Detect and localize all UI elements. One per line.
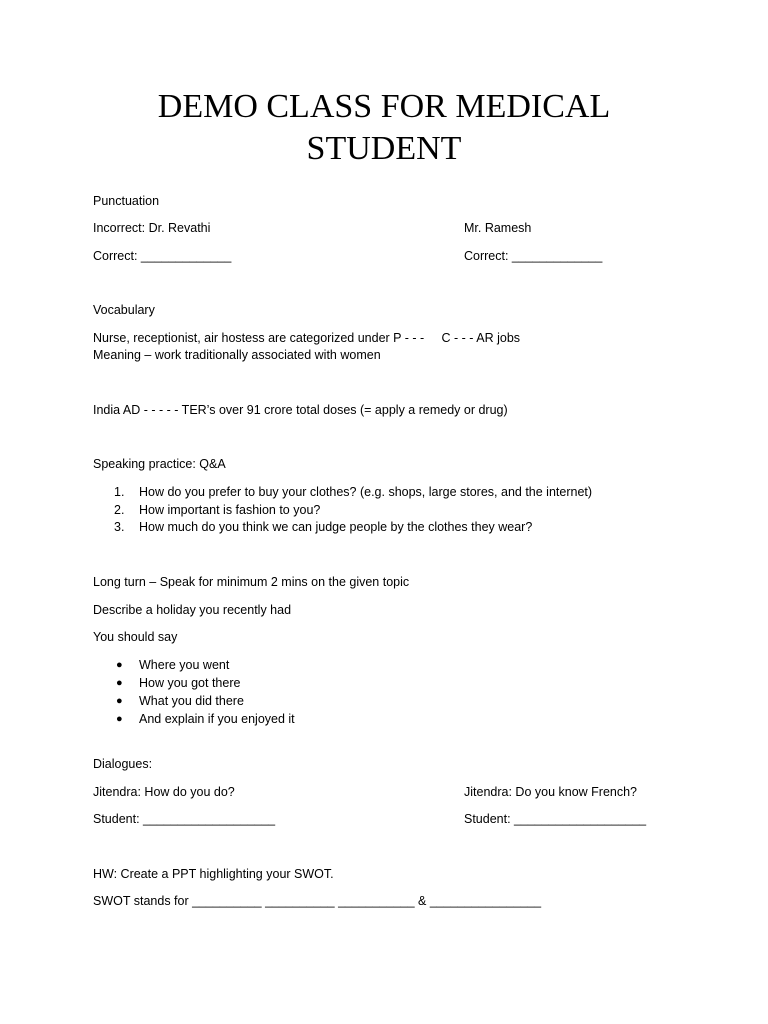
dialogue-right-prompt: Jitendra: Do you know French?	[464, 785, 638, 799]
bullet-icon: ●	[116, 659, 123, 671]
vocabulary-line-3: India AD - - - - - TER’s over 91 crore total doses (= apply a remedy or drug)	[93, 403, 508, 417]
question-text: How do you prefer to buy your clothes? (e.g. shops, large stores, and the internet)	[139, 485, 593, 499]
correct-right-blank: Correct: _____________	[464, 249, 603, 263]
dialogue-left-prompt: Jitendra: How do you do?	[93, 785, 235, 799]
dialogues-heading: Dialogues:	[93, 757, 153, 771]
long-turn-prompt: You should say	[93, 630, 178, 644]
question-text: How much do you think we can judge people by the clothes they wear?	[139, 520, 533, 534]
question-text: How important is fashion to you?	[139, 503, 321, 517]
dialogue-left-answer: Student: ___________________	[93, 812, 276, 826]
dialogue-right-answer: Student: ___________________	[464, 812, 647, 826]
incorrect-right: Mr. Ramesh	[464, 221, 532, 235]
long-turn-topic: Describe a holiday you recently had	[93, 603, 292, 617]
page-title	[0, 86, 768, 170]
bullet-text: Where you went	[139, 658, 230, 672]
correct-left-blank: Correct: _____________	[93, 249, 232, 263]
homework-line-2: SWOT stands for __________ __________ ___________ & ________________	[93, 894, 542, 908]
incorrect-left: Incorrect: Dr. Revathi	[93, 221, 211, 235]
title-line-1: DEMO CLASS FOR MEDICAL	[157, 88, 611, 125]
bullet-icon: ●	[116, 713, 123, 725]
speaking-heading: Speaking practice: Q&A	[93, 457, 226, 471]
homework-line-1: HW: Create a PPT highlighting your SWOT.	[93, 867, 334, 881]
vocabulary-line-1: Nurse, receptionist, air hostess are categorized under P - - - C - - - AR jobs	[93, 331, 521, 345]
vocabulary-heading: Vocabulary	[93, 303, 155, 317]
vocabulary-line-2: Meaning – work traditionally associated with women	[93, 348, 381, 362]
bullet-text: How you got there	[139, 676, 241, 690]
bullet-text: And explain if you enjoyed it	[139, 712, 295, 726]
question-number: 1.	[114, 485, 125, 499]
bullet-icon: ●	[116, 695, 123, 707]
title-line-2: STUDENT	[306, 130, 462, 167]
punctuation-heading: Punctuation	[93, 194, 160, 208]
bullet-icon: ●	[116, 677, 123, 689]
question-number: 3.	[114, 520, 125, 534]
bullet-text: What you did there	[139, 694, 244, 708]
question-number: 2.	[114, 503, 125, 517]
long-turn-heading: Long turn – Speak for minimum 2 mins on the given topic	[93, 575, 410, 589]
